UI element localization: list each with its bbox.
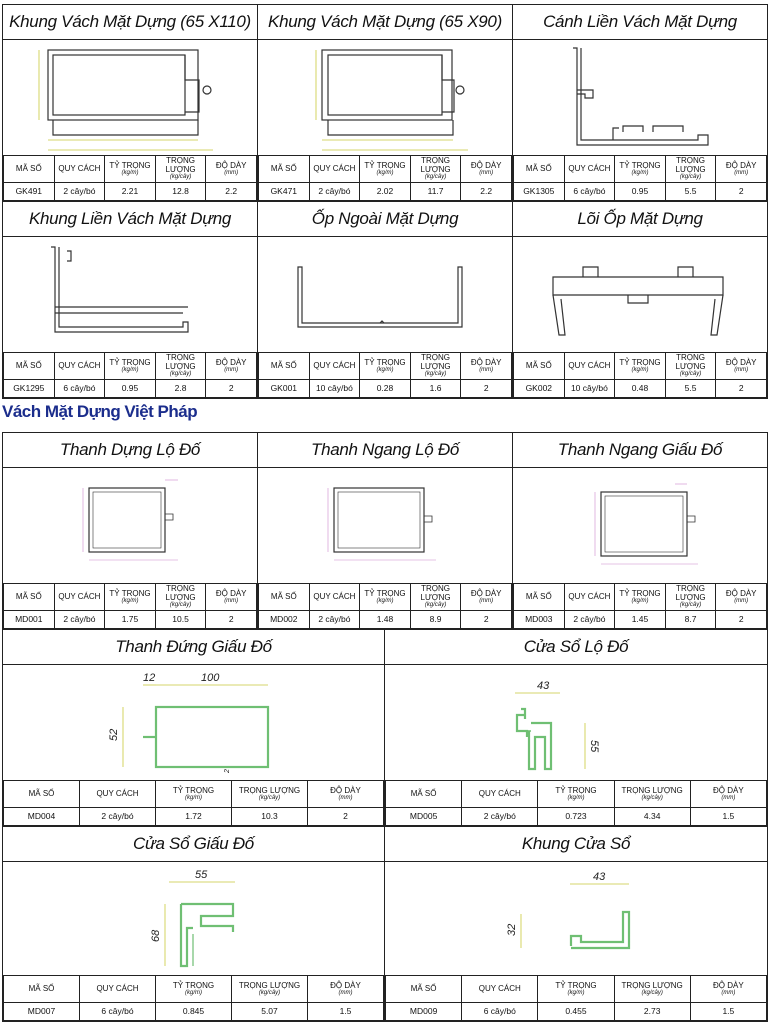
- spec-table: MÃ SỐ QUY CÁCH TỶ TRỌNG (kg/m) TRỌNG LƯỢNG (kg/cây) ĐỘ DÀY (mm) MD007 6 cây/bó 0.845 5.07 1.5: [3, 975, 384, 1021]
- product-card-gk471: [257, 4, 513, 202]
- spec-table: MÃ SỐ QUY CÁCH TỶ TRỌNG (kg/m) TRỌNG LƯỢNG (kg/cây) ĐỘ DÀY (mm) GK002 10 cây/bó 0.48 5.5 2: [513, 352, 767, 398]
- dimension-label: 55: [588, 740, 600, 753]
- profile-drawing: [258, 468, 512, 588]
- spec-cell: 2 cây/bó: [80, 808, 156, 826]
- profile-drawing: [513, 237, 767, 357]
- spec-table: MÃ SỐ QUY CÁCH TỶ TRỌNG (kg/m) TRỌNG LƯỢNG (kg/cây) ĐỘ DÀY (mm) GK001 10 cây/bó 0.28 1.6 2: [258, 352, 512, 398]
- profile-drawing: [513, 468, 767, 588]
- density-cell: 1.45: [615, 611, 666, 629]
- weight-cell: 2.8: [155, 380, 206, 398]
- thickness-cell: 2: [206, 380, 257, 398]
- spec-cell: 2 cây/bó: [309, 611, 360, 629]
- spec-cell: 6 cây/bó: [54, 380, 105, 398]
- spec-table: MÃ SỐ QUY CÁCH TỶ TRỌNG (kg/m) TRỌNG LƯỢNG (kg/cây) ĐỘ DÀY (mm) MD002 2 cây/bó 1.48 8.9 2: [258, 583, 512, 629]
- spec-cell: 2 cây/bó: [564, 611, 615, 629]
- weight-cell: 10.3: [232, 808, 308, 826]
- thickness-cell: 2.2: [461, 183, 512, 201]
- weight-cell: 5.5: [665, 183, 716, 201]
- thickness-cell: 2.2: [206, 183, 257, 201]
- thickness-cell: 1.5: [690, 1003, 766, 1021]
- profile-drawing: [3, 862, 384, 982]
- dimension-label: 100: [201, 672, 220, 684]
- spec-table: MÃ SỐ QUY CÁCH TỶ TRỌNG (kg/m) TRỌNG LƯỢNG (kg/cây) ĐỘ DÀY (mm) MD004 2 cây/bó 1.72 10.3 2: [3, 780, 384, 826]
- weight-cell: 1.6: [410, 380, 461, 398]
- thickness-cell: 1.5: [308, 1003, 384, 1021]
- profile-drawing: [3, 40, 257, 160]
- product-title: Ốp Ngoài Mặt Dựng: [258, 202, 512, 237]
- code-cell: MD009: [386, 1003, 462, 1021]
- product-title: Thanh Đứng Giấu Đố: [3, 630, 384, 665]
- weight-cell: 10.5: [155, 611, 206, 629]
- dimension-label: 43: [593, 871, 606, 883]
- spec-cell: 2 cây/bó: [462, 808, 538, 826]
- weight-cell: 12.8: [155, 183, 206, 201]
- spec-table: MÃ SỐ QUY CÁCH TỶ TRỌNG (kg/m) TRỌNG LƯỢNG (kg/cây) ĐỘ DÀY (mm) MD009 6 cây/bó 0.455 2.73 1.5: [385, 975, 767, 1021]
- density-cell: 0.95: [615, 183, 666, 201]
- thickness-cell: 2: [461, 611, 512, 629]
- code-cell: GK002: [514, 380, 565, 398]
- product-title: Khung Vách Mặt Dựng (65 X110): [3, 5, 257, 40]
- dimension-label: 2: [224, 769, 231, 773]
- weight-cell: 4.34: [614, 808, 690, 826]
- weight-cell: 5.5: [665, 380, 716, 398]
- product-card-gk002: [512, 201, 768, 399]
- weight-cell: 8.7: [665, 611, 716, 629]
- profile-drawing: [258, 40, 512, 160]
- spec-table: MÃ SỐ QUY CÁCH TỶ TRỌNG (kg/m) TRỌNG LƯỢNG (kg/cây) ĐỘ DÀY (mm) MD003 2 cây/bó 1.45 8.7 2: [513, 583, 767, 629]
- spec-cell: 6 cây/bó: [80, 1003, 156, 1021]
- thickness-cell: 2: [716, 183, 767, 201]
- spec-cell: 2 cây/bó: [309, 183, 360, 201]
- code-cell: GK471: [259, 183, 310, 201]
- spec-table: MÃ SỐ QUY CÁCH TỶ TRỌNG (kg/m) TRỌNG LƯỢNG (kg/cây) ĐỘ DÀY (mm) GK471 2 cây/bó 2.02 11.7 2.2: [258, 155, 512, 201]
- spec-table: MÃ SỐ QUY CÁCH TỶ TRỌNG (kg/m) TRỌNG LƯỢNG (kg/cây) ĐỘ DÀY (mm) GK491 2 cây/bó 2.21 12.8 2.2: [3, 155, 257, 201]
- thickness-cell: 2: [461, 380, 512, 398]
- density-cell: 2.02: [360, 183, 411, 201]
- spec-table: MÃ SỐ QUY CÁCH TỶ TRỌNG (kg/m) TRỌNG LƯỢNG (kg/cây) ĐỘ DÀY (mm) GK1305 6 cây/bó 0.95 5.5 2: [513, 155, 767, 201]
- spec-cell: 10 cây/bó: [309, 380, 360, 398]
- product-card-md005: [384, 629, 768, 827]
- thickness-cell: 2: [716, 380, 767, 398]
- dimension-label: 55: [195, 869, 208, 881]
- density-cell: 2.21: [105, 183, 156, 201]
- density-cell: 0.28: [360, 380, 411, 398]
- spec-cell: 6 cây/bó: [462, 1003, 538, 1021]
- dimension-label: 43: [537, 680, 550, 692]
- code-cell: MD003: [514, 611, 565, 629]
- profile-drawing: [258, 237, 512, 357]
- product-card-md003: [512, 432, 768, 630]
- density-cell: 0.455: [538, 1003, 614, 1021]
- density-cell: 1.72: [156, 808, 232, 826]
- code-cell: MD004: [4, 808, 80, 826]
- density-cell: 0.845: [156, 1003, 232, 1021]
- profile-drawing: [3, 237, 257, 357]
- profile-drawing: [385, 665, 767, 785]
- spec-cell: 2 cây/bó: [54, 183, 105, 201]
- profile-drawing: [3, 468, 257, 588]
- product-card-md009: [384, 826, 768, 1022]
- profile-drawing: [385, 862, 767, 982]
- product-title: Khung Liền Vách Mặt Dựng: [3, 202, 257, 237]
- code-cell: MD007: [4, 1003, 80, 1021]
- spec-cell: 10 cây/bó: [564, 380, 615, 398]
- weight-cell: 11.7: [410, 183, 461, 201]
- dimension-label: 12: [143, 672, 156, 684]
- code-cell: MD005: [386, 808, 462, 826]
- density-cell: 1.48: [360, 611, 411, 629]
- spec-table: MÃ SỐ QUY CÁCH TỶ TRỌNG (kg/m) TRỌNG LƯỢNG (kg/cây) ĐỘ DÀY (mm) MD005 2 cây/bó 0.723 4.34 1.5: [385, 780, 767, 826]
- thickness-cell: 2: [308, 808, 384, 826]
- product-title: Cánh Liền Vách Mặt Dựng: [513, 5, 767, 40]
- thickness-cell: 2: [206, 611, 257, 629]
- code-cell: GK001: [259, 380, 310, 398]
- product-title: Khung Cửa Sổ: [385, 827, 767, 862]
- product-title: Thanh Ngang Giấu Đố: [513, 433, 767, 468]
- code-cell: MD001: [4, 611, 55, 629]
- spec-cell: 6 cây/bó: [564, 183, 615, 201]
- spec-table: MÃ SỐ QUY CÁCH TỶ TRỌNG (kg/m) TRỌNG LƯỢNG (kg/cây) ĐỘ DÀY (mm) GK1295 6 cây/bó 0.95 2.8 2: [3, 352, 257, 398]
- product-card-gk1295: [2, 201, 258, 399]
- product-card-gk001: [257, 201, 513, 399]
- spec-table: MÃ SỐ QUY CÁCH TỶ TRỌNG (kg/m) TRỌNG LƯỢNG (kg/cây) ĐỘ DÀY (mm) MD001 2 cây/bó 1.75 10.5 2: [3, 583, 257, 629]
- density-cell: 1.75: [105, 611, 156, 629]
- weight-cell: 5.07: [232, 1003, 308, 1021]
- product-card-md007: [2, 826, 385, 1022]
- profile-drawing: [513, 40, 767, 160]
- product-title: Lõi Ốp Mặt Dựng: [513, 202, 767, 237]
- dimension-label: 68: [150, 929, 162, 942]
- profile-drawing: [3, 665, 384, 785]
- product-card-gk491: [2, 4, 258, 202]
- spec-cell: 2 cây/bó: [54, 611, 105, 629]
- density-cell: 0.723: [538, 808, 614, 826]
- product-card-md004: [2, 629, 385, 827]
- product-title: Cửa Sổ Lộ Đố: [385, 630, 767, 665]
- density-cell: 0.95: [105, 380, 156, 398]
- product-card-md001: [2, 432, 258, 630]
- product-title: Thanh Dựng Lộ Đố: [3, 433, 257, 468]
- product-card-gk1305: [512, 4, 768, 202]
- product-title: Khung Vách Mặt Dựng (65 X90): [258, 5, 512, 40]
- thickness-cell: 2: [716, 611, 767, 629]
- thickness-cell: 1.5: [690, 808, 766, 826]
- section-heading: Vách Mặt Dựng Việt Pháp: [2, 402, 198, 421]
- code-cell: GK1305: [514, 183, 565, 201]
- code-cell: GK1295: [4, 380, 55, 398]
- weight-cell: 2.73: [614, 1003, 690, 1021]
- product-title: Cửa Sổ Giấu Đố: [3, 827, 384, 862]
- product-title: Thanh Ngang Lộ Đố: [258, 433, 512, 468]
- weight-cell: 8.9: [410, 611, 461, 629]
- code-cell: GK491: [4, 183, 55, 201]
- code-cell: MD002: [259, 611, 310, 629]
- dimension-label: 52: [108, 728, 120, 741]
- dimension-label: 32: [506, 923, 518, 936]
- product-card-md002: [257, 432, 513, 630]
- density-cell: 0.48: [615, 380, 666, 398]
